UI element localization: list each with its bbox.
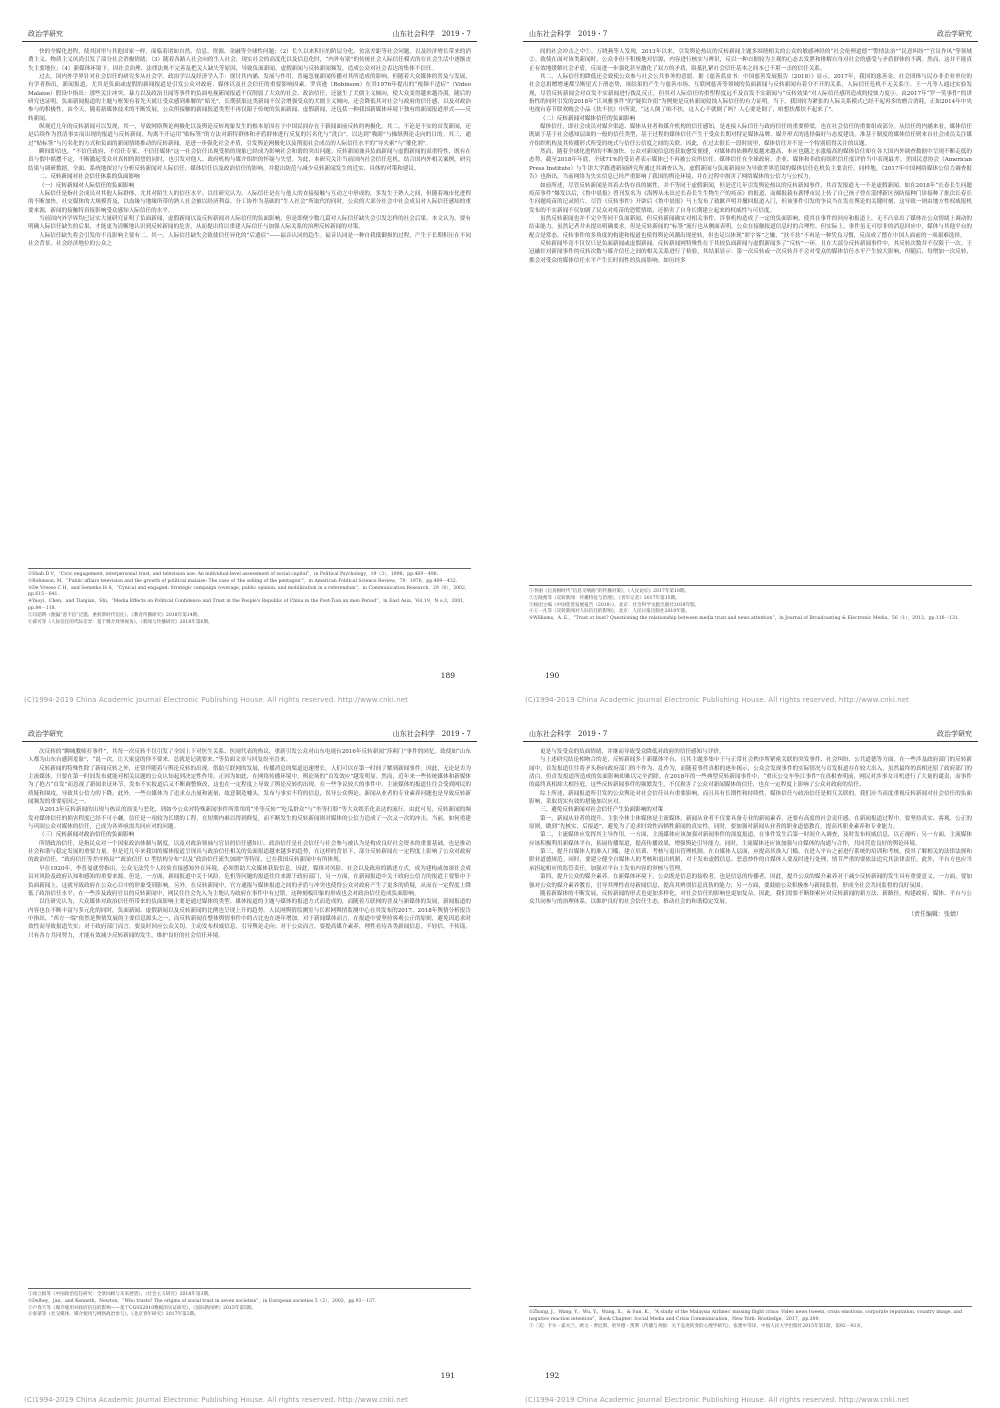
running-head (22, 730, 477, 742)
footnote: ④Yaoyi，Chen，and Tianjian，Shi，“Media Effects on Political Confidence and Trust in the People's Republic of China in the Post‐Tian an men Period”，in East Asia，Vol.19，N o.3，2001，pp.84－118. (28, 599, 468, 611)
footnotes (529, 585, 972, 623)
paragraph: 过去，国内外学界针对社会信任的研究多从社会学、政治学以及经济学入手：探讨其内涵、发展与作用，普遍忽视新闻传播对其所造成的影响。但随着大众媒体的普及与发展，有学者指出，新闻报道，尤其是负面或虚假的新闻报道是引发公众对政府、媒体以及社会信任的重要影响因素。罗宾逊（Robinson）在其1976年提出的“视频不适症”（Video Malaise）假设中指出：那些关注冲突、暴力以及政治丑闻等事件的负面电视新闻报道不仅削弱了大众的社会、政治信任，还滋生了犬儒主义倾向，使大众变得越来越冷漠。随后的研究也证明，负面新闻报道的主题与框架有着先天就让受众感到难解的“暗光”，长期获取这类新闻不仅会增强受众的犬儒主义倾向，还会降低其对社会与政府的信任感，以及对政治参与的积极性。由今天，随着新媒体技术的不断发展，公众所接触的新闻报道类型不再仅限于传统的负面新闻、虚假新闻，还包括一种我国新媒体环境下独有的新闻报道形式——反转新闻。 (28, 74, 471, 122)
paragraph: 第一，新闻从业者的提升。主张全体主体媒体是主流媒体，新闻从业者不仅要具备专业的新闻素养，还要有高度的社会责任感。在新闻报道过程中，要坚持真实、客观、公正的原则，做到“先核实，后报道”，避免为了追求时效性而牺牲新闻的真实性。同时，要加强对新闻从业者的职业道德教育，提高其职业素养和专业能力。 (529, 815, 972, 831)
paragraph: 间的社会冲击之中①。万晓燕等人发现，2013年以来，引发舆论热议的反转新闻主题多围绕相关的公众的敏感神经的“社会伦理道德”“警情法治”“民意纠纷”“官员作风”等领域②。致使在面对该类新闻时，公众非但不积极地对信源，内容进行核实与辨识，反以一种自据较为主观的心态去发泄和排解自身对社会的感受与矛盾群体的不满。然而，这并不能真正有效地缓解社会矛盾，反而进一步强化甚至激化了双方的矛盾，阻抵扎紧社会信任基本之间本已不堪一击的信任关系。 (529, 49, 972, 72)
footnote: ④王一凡等《反转新闻对人际信任的影响》，北京：人民日报出版社2018年版。 (529, 609, 690, 615)
body-text (523, 48, 978, 265)
footnotes (529, 1306, 972, 1330)
running-head-right: 山东社会科学 2019・7 (392, 30, 471, 38)
footnote: ①Zhang, J.，Wang, Y.，Wu, Y.，Wang, X.，& Sun, K.，“A study of the Malaysia Airlines' missing flight crisis: Video news tweets, crisis emotions, corporate reputation, country image, and negative reaction intention”，Book Chapter: Social Media and Crisis Communication，New York: Routledge，2017，pp.309. (529, 1310, 963, 1322)
paragraph: 第三，提升自媒体人的准入门槛，建立培训、考核与退出管理机制。在自媒体人层面，应提高其准入门槛，在进入平台之前进行系统的培训和考核，使其了解相关的法律法规和职业道德规范。同时，要建立健全自媒体人的考核和退出机制，对于发布虚假信息、恶意炒作的自媒体人要及时进行处理，情节严重的要依法追究其法律责任。此外，平台方也应当承担起相应的监管责任，加强对平台上发布内容的审核与管理。 (529, 849, 972, 872)
subsection-heading: （二）反转新闻对媒体信任的负面影响 (540, 115, 636, 122)
footnote: ②Robinson, M，“Public affairs television and the growth of political malaise: The case of 'the selling of the pentagon'”，in American Political Science Review，70：1976，pp.409－432. (28, 578, 458, 584)
copyright-notice: (C)1994-2019 China Academic Journal Electronic Publishing House. All rights reserved. http://www.cnki.net (24, 696, 409, 704)
paragraph: 所谓政治信任，是指民众对一个国家政治体制与制度，以及对政治领袖与官员的信任感知①。政治信任是社会信任与社会参与被认为是构成良好社会资本的重要基础，也是推动社会和谐与稳定发展的重要力量。但是近几年来我国的媒体报道呈现出与政治信任相关的负面报道越来越多的趋势，在这样的背景下，部分反转新闻在一定程度上影响了公众对政府的政治信任。“政府信任等差序格局”“政治信任 U 型结构分布”以及“政治信任流失加剧”等特征，已在我国反转新闻中有所体现。 (28, 840, 471, 864)
running-head (22, 30, 477, 42)
page-number: 190 (545, 671, 560, 680)
paragraph: 次反转的“聊城教师打事件”，其每一次反转不仅引发了全国上下对医生关系、医闹代表的热议，重新引发公众对山东电视台2016年反转新闻“莎莉门”事件的回忆。致使如“山东人都为山东台感到羞耻”，“说一次，让大家觉的你不要来，总就是记就要来。”等负面文章与回复纷至沓来。 (28, 749, 471, 764)
body-text (22, 48, 477, 248)
page-number: 191 (440, 1371, 455, 1380)
body-text (523, 748, 978, 919)
journal-page-192 (523, 730, 978, 1406)
subsection-heading: （一）反转新闻对人际信任的负面影响 (39, 182, 135, 189)
paragraph: 媒体信任，即社会成员对媒介渠道、媒体从业者和媒介机构的信任感知，是连接人际信任与政府信任的重要桥梁，也在社会信任的重要组成部分。从信任的内涵来看，媒体信任既属于基于社会感知层面的一般的信任类型，基于过程的媒体信任产生于受众长期对特定媒体品牌、媒介形式的选择偏好与态度建设。准基于制度的媒体信任则来自社会成员关注媒介组织机构及其传播形式所受的统式与信任公信度之间的关联。因此，在过去很长一段时间里，媒体信任并不是一个特别值得关注的议题。 (529, 124, 972, 147)
page-number: 192 (545, 1371, 560, 1380)
running-head-right: 政治学研究 (937, 30, 972, 38)
copyright-notice: (C)1994-2019 China Academic Journal Electronic Publishing House. All rights reserved. http://www.cnki.net (525, 696, 910, 704)
running-head-left: 政治学研究 (28, 730, 63, 738)
footnote: ②［美］卡尔・霍夫兰、欧文・贾尼斯、哈罗德・凯利《传播与劝服：关于态度转变的心理学研究》，张建中等译，中国人民大学出版社2015年第1版，第92－93页。 (529, 1323, 866, 1329)
paragraph: 早在1920年，李普曼就曾指出，公众无法凭个人经验直接感知外在环境，必须借助大众媒体获取信息。因此，媒体对风险、社会以及政府的描述方式，成为建构或加深社会成员对风险及政府认知和感知的重要来源。但是，一方面，新闻报道中关于风险、危机等问题的报道往往来源于政府部门，另一方面，在新闻报道中关于政府公信力的报道主要集中于负面新闻上，这就导致政府在公众心目中的形象受到影响。另外，在反转新闻中，官方通报与媒体报道之间的矛盾与冲突也使得公众对政府产生了更多的质疑，从而在一定程度上降低了政治信任水平。在一些涉及政府官员的反转新闻中，网民往往会先入为主地认为政府在事件中有过错，这种刻板印象的形成也会对政治信任造成负面影响。 (28, 865, 471, 897)
footnote: ②Delhey，Jan，and Kenneth，Newton，“Who trusts? The origins of social trust in seven societies”，in European societies 5（2），2003，pp.93－137. (28, 1298, 377, 1304)
subsection-heading: （三）反转新闻对政治信任的负面影响 (39, 832, 135, 839)
paragraph: 反转新闻毕竟不仅仅只是负面新闻或虚假新闻。反转新闻网特殊性在于其较负面新闻与虚假新闻多了“反转”一环，且在大部分反转新闻事件中，其反转次数并不仅限于一次。王冠融针对新闻事件的反转次数与媒介信任之间的相关关系进行了检验，其结果显示：第一次反转或一次反转并不会对受众的媒体信任水平产生较大影响，但随后，每增加一次反转，都会对受众的媒体信任水平产生长时间性的负面影响。如历经多 (529, 240, 972, 264)
section-heading: 三、避免反转新闻对社会信任产生负面影响的对策 (540, 807, 664, 814)
footnote: ⑥薛可等《人际信任的代际差异：基于媒介效果视角》，《新闻与传播研究》2018年第6期。 (28, 619, 213, 625)
paragraph: 快的全媒化进程，使其国里与其他国家一样，面临着诸如自然、信息、资源、金融等全球性问题；（2）长久以来积压的阶层分化、贫富差距等社会问题，以及经济增长带来的消费主义、物质主义风尚引发了部分社会消极情绪；（3）随着各路人社会向的生人社会，现实社会的高度化以及信息化时，“内外有别”的传统社会人际信任模式的在社会生活中逐渐丧失主要地位；（4）新媒体环境下，因社会治理、法律法规不完善及把关人缺失等原因，导致负面新闻、虚假新闻与反转新闻频发，造成公众对社会表达的集体不信任。 (28, 49, 471, 72)
footnote: ①徐立群等《中国政治信任研究：全景回顾与未来展望》，《社会主义研究》2018年第3期。 (28, 1292, 213, 1297)
section-heading: 二、反转新闻对社会信任体系的负面影响 (39, 174, 140, 181)
footnote: ⑤闫超明《跑偏”意不信“泛滥、重析新时代信任》，《教育传播研究》2018年第14期。 (28, 612, 202, 618)
running-head-left: 山东社会科学 2019・7 (529, 30, 608, 38)
paragraph: 第四，提升公众的媒介素养。在新媒体环境下，公众既是信息的接收者，也是信息的传播者。因此，提升公众的媒介素养对于减少反转新闻的发生具有重要意义。一方面，要加强对公众的媒介素养教育，引导其理性看待新闻信息，提高其辨别信息真伪的能力；另一方面，要鼓励公众积极参与新闻监督，形成全社会共同监督的良好氛围。 (529, 874, 972, 889)
journal-page-191 (22, 730, 477, 1406)
footnotes (28, 1288, 471, 1319)
footnote: ③卢春天等《媒介使用对政府信任的影响——基于CGSS2010数据的实证研究》，《国际新闻界》2015年第5期。 (28, 1305, 257, 1311)
footnote: ①Shah D V，“Civic engagement, interpersonal trust, and television use: An individual‐level assessment of social capital”，in Political Psychology，19（3），1998，pp.469－496. (28, 572, 439, 577)
paragraph: 反转新闻的特殊性除了新闻反转之外，还常伴随着与舆论反转的出现。借助互联网的发展，传播消息的渠道迅速增长，人们可以在第一时间了解到新闻事件。因此，无论是否为主流媒体，只要在第一时间发布就能对相关议题的公众认知起到决定性作用。正因为如此，在网络传播环境中，舆论场的“首发效应”越发明显。然而，近年来一些传统媒体和新媒体为了抢占“首发”而忽视了新闻求证环节，发布不实报道后又不断调整修改，这也在一定程度上导致了舆论反转的出现。在一些争议较大的事件中，主流媒体的报道往往会受到网民的质疑和围攻，导致其公信力的下降。此外，一些自媒体为了追求点击量和流量，故意制造噱头，发布与事实不符的信息，误导公众舆论。新闻从业者的专业素养问题也是导致反转新闻频发的重要原因之一。 (28, 765, 471, 806)
copyright-notice: (C)1994-2019 China Academic Journal Electronic Publishing House. All rights reserved. http://www.cnki.net (525, 1396, 910, 1404)
footnote: ⑤Williams，A. E.，“Trust or bust? Questioning the relationship between media trust and news attention”，in Journal of Broadcasting & Electronic Media，56（1），2012，pp.116－131. (529, 616, 960, 622)
paragraph: 人际信任是指社会成员对其他人际群体，尤其对陌生人的信任水平。以往研究认为，人际信任是在与他人的直接接触与互动之中形成的，多发生于熟人之间，但随着城市化进程的不断加快，社交媒体的大规模普及，以血缘与地缘所带的熟人社会被以经济利益、分工协作为基础的“生人社会”所取代的同时，公众的大部分社会中社会成员对人际信任感知的重要来源，新闻的接触特真接影响受众感知人际信任的水平。 (28, 190, 471, 214)
footnote: ①李丽《后真相时代“信息交响曲”的传播对策》，《人民论坛》2017年第10期。 (529, 589, 690, 594)
paragraph: 与上述研究结论相吻合的是，反转新闻多于新媒体平台，且其主题多集中于与正常社会秩序所紧密关联的突发事件、社会纠纷、公共道德等方面。在一些涉及政府部门的反转新闻中，首发报道往往将矛头指向政府部门的不作为、乱作为，而随着事件真相的逐步揭示，公众会发现事件的实际情况与首发报道存在较大出入。虽然最终的真相还原了政府部门的清白，但首发报道所造成的负面影响却难以完全消除。在2018年的一些典型反转新闻事件中，“重庆公交车坠江事件”在真相查明前，网民对涉事女司机进行了大量的谴责，而事件的最终真相却大相径庭。这些反转新闻事件的频繁发生，不仅损害了公众对新闻媒体的信任，也在一定程度上影响了公众对政府的信任。 (529, 757, 972, 789)
journal-page-190 (523, 30, 978, 706)
paragraph: 随着新媒体的不断发展，反转新闻的形式也更加多样化，对社会信任的影响也更加复杂。因此，我们需要不断探索应对反转新闻的新方法、新路径，构建政府、媒体、平台与公众共同参与的治理体系，以维护良好的社会信任生态，推动社会的和谐稳定发展。 (529, 890, 972, 906)
copyright-notice: (C)1994-2019 China Academic Journal Electronic Publishing House. All rights reserved. http://www.cnki.net (24, 1396, 409, 1404)
paragraph: 更是与发受众的负面情绪，并继而导致受众降低对政府的信任感知与评价。 (540, 749, 725, 755)
footnote: ④张蒙等《社交媒体、媒介使用与网络政治参与》，《北京青年研究》2017年第2期。 (28, 1312, 199, 1318)
footnote: ②万晓燕等《反转新闻：传播特征与治理》，《青年记者》2017年第15期。 (529, 595, 680, 601)
footnote: ③De Vreese C H，and Semetko H A，“Cynical and engaged: Strategic campaign coverage, public opinion, and mobilization in a referendum”，in Communication Research，29（6），2002，pp.615－641. (28, 585, 470, 598)
running-head-right: 政治学研究 (937, 730, 972, 738)
footnotes (28, 568, 471, 626)
paragraph: 虽然反转新闻也并不完全等同于负面新闻，但反转新闻确实对相关事件、涉事机构造成了一定的负面影响，使其在事件的回应和报道上，无不凸显出了媒体在公众情绪上调动的结束能力。虽然记者并未提出明确要求，但是反转新闻的“标签”流行也从侧面表明，公众在接触报道信息时的合理性。但实际上，事件虽无可厚非的消息回应中，媒体与其他平台的配合是常态。反转事件的多角度的构建和报道也使得舆论风潮出现逆转，但也足以体现“彩字客”之嫌，“扶不扶”不再是一种凭良习惯，反而成了摆在中国人面前的一项艰难选择。 (529, 215, 972, 239)
page-number: 189 (440, 671, 455, 680)
body-text (22, 748, 477, 940)
running-head (523, 30, 978, 42)
running-head-right: 山东社会科学 2019・7 (392, 730, 471, 738)
paragraph: 如前所述，尽管反转新闻是其着去伪存真的属性，并不等同于虚假新闻，但是近几年引发舆论热议的反转新闻事件，其首发报道无一不是虚假新闻。如在2018年“长春长生问题疫苗事件”爆发以后，《鲁中晨报》曾刊发名为《海博从未出过长春长生生物生产的疫苗》的报道，而邮报载有薪博市民上传了自己孩子曾在淄博新区预防接种门诊接种了批次长春长生问题疫苗的记录照片。尽管《反转事件》开辟后《鲁中晨报》马上发布了致歉声明并撤回报道入门，但该事件引发的争议当在发在舆论的关键时刻，这导致一则由地方性权威报机发布的不实新闻不仅加剧了民众对疫苗的恐慌情绪，还损害了自身长期建立起来的权威性与可信度。 (529, 182, 972, 214)
running-head-left: 山东社会科学 2019・7 (529, 730, 608, 738)
editor-credit: （责任编辑：张婧） (907, 910, 962, 918)
running-head (523, 730, 978, 742)
paragraph: 当前国内外学界均已证实大量研究证明了负面新闻、虚假新闻以及反转新闻对人际信任的负面影响，但是即便少数几篇对人际信任缺失会引发怎样的社会后果。本文认为，要有明确人际信任缺失的后果，才能更为清晰地认识到反转新闻的危害，从而提出将以重建人际信任与加强人际关系的治理反转新闻的对策。 (28, 215, 471, 231)
paragraph: 从2013年反转新闻的出现与热议的演变与恶化，到如今公众对特殊新闻事件所常用的“坐等反转”“吃瓜群众”与“坐等打脸”等大众娱乐化表达的流行。由此可见，反转新闻的频发对媒体信任的损害程度已经不可小觑。信任是一项较为长期的工程，在短期内难以得到修复，而不断发生的反转新闻则对媒体的公信力造成了一次又一次的冲击。当前，如何重建与巩固公众对媒体的信任，已成为各界亟需共同应对的问题。 (28, 807, 471, 831)
journal-page-189 (22, 30, 477, 706)
paragraph: 以往研究认为，大众媒体对政治信任所带来的负面影响主要是通过媒体的类型、媒体报道的主题与媒体的报道方式而造成的，而随着互联网的普及与新媒体的发展，新闻报道的内容也在不断丰富与多元化的同时，负面新闻、虚假新闻以及反转新闻的比例也呈现上升的趋势。人民网舆情监测室与长彩网舆情监测中心在其发布的2017、2018年舆情分析报告中指出，“西方一端”依然是舆情发展的主要信息源头之一，而反转新闻在整体舆情事件中的占比也在逐年增加。对于新闻媒体而言，在报道中要坚持客观公正的原则，避免因追求时效性而导致报道失实；对于政府部门而言，要及时回应公众关切，主动发布权威信息，引导舆论走向；对于公众而言，要提高媒介素养，理性看待各类新闻信息，不轻信、不传谣。只有各方共同努力，才能有效减少反转新闻的发生，维护良好的社会信任环境。 (28, 899, 471, 939)
paragraph: 然而，随着全球化进程的不断加快，公众对新闻信息的获取愈发便捷，对媒体的依赖程度越来越高，本应也随之水涨船高的媒体信任却在各大国内外调查数据中呈现不断走低的态势。截至2018年年底，全球71%的受访者表示媒体已不再被公众所信任。媒体信任在全球政府、企业、媒体和非政府组织信任度评价当中表现最差。美国民意协会（American Press Institute）与牛津大学路透新闻研究所通过其调查认为，虚假新闻与负面新闻应为导致世界范围的媒体信任危机负主要责任。同样地，《2017年中国网络媒体公信力调查报告》也指出，当前网络为失实信息已经严重影响了我国的舆论环境，并在过程中损害了网络媒体的公信力与公权力。 (529, 149, 972, 181)
paragraph: 其二，人际信任的降低还会致使公众参与社会公共事务的意愿。据《慈善蓝皮书：中国慈善发展报告（2018）》显示，2017年，我国的慈善金、社会团体与民办非企业单位的社会总捐赠增速都呈断崖式下滑态势，该结果的产生与慈善市场、互联网慈善等领域的负面新闻与反转新闻有着分不开的关系，人际信任危机不无关系③。王一凡等人通过实验发现，尽管反转新闻会对首发不实新闻进行拨乱反正，但其对人际信任的重塑程度远不及首发不实新闻与“反转效果”对人际信任感所造成的侵蚀力度④。由2017年“罗一笑事件”的讲指性的同时引发的2018年“江风雅事件”的“疑似诈捐”为例便是反转新闻侵蚀人际信任的有力证明。当下，我国较为紧张的人际关系模式已经不起再多的磨合消耗。正如2014年中央电视台春节联欢晚会小品《扶不扶》中所说，“这人倒了咱不扶，这人心不就倒了吗？人心要是倒了，咱想扶都扶不起来了”。 (529, 74, 972, 114)
footnote: ③杨团主编《中国慈善发展报告（2018）》，北京：社会科学文献出版社2018年版。 (529, 602, 700, 608)
paragraph: 综上所述，新闻报道所引发的公众舆论对社会信任具有重要影响，而且具有长期性和持续性，媒体信任与政治信任是相互关联的。我们应当高度重视反转新闻对社会信任的负面影响，采取切实有效的措施加以应对。 (529, 790, 972, 806)
paragraph: 瞬间即信也，“不信任政府，不信任专家，不信任媒体”这一社会信任出现受损的现象已经成为影响社会和谐的突出问题。反转新闻兼具负面新闻与虚假新闻的双重特性，既有在真与假中摇摆不定，不断激起受众对真相的渴望的同时，也引发对他人、政府机构与媒介组织的怀疑与失望。为此，本研究关注当前国内社会信任危机，结合国内外相关案例，研究结果与调研数据，全面、系统地探讨与分析反转新闻对人际信任、媒体信任以及政治信任的影响，并提出防范与减少反转新闻发生的近实、具体的对策和建议。 (28, 149, 471, 172)
paragraph: 纵观近几年的反转新闻可以发现，其一，导致网络舆论两极化以及舆论反转现象发生的根本原因在于中国民间存在于新闻面前反转的两极化。其二，不论是不实的首发新闻，还是后续作为澄清事实而出现的报道与反转新闻，均离不开运用“贴标签”的方法对新特群体和矛盾群体进行反复的污名化与“洗白”，以达到“吸睛”与操纵舆论走向的目的。其三，通过“贴标签”与污名化的方式和负面的新闻情绪推动的反转新闻，是进一步强化社会矛盾，引发舆论两极化以及削弱社会成员的人际信任水平的“导火索”与“催化剂”。 (28, 124, 471, 147)
paragraph: 第二，主流媒体应发挥其主导作用。一方面，主流媒体应该加强对新闻事件的深度报道，在事件发生后第一时间介入调查，及时发布权威信息，以正视听；另一方面，主流媒体应该积极利用新媒体平台，拓展传播渠道，提高传播效果，增强舆论引导能力。同时，主流媒体还应该加强与自媒体的沟通与合作，共同营造良好的舆论环境。 (529, 832, 972, 847)
running-head-left: 政治学研究 (28, 30, 63, 38)
paragraph: 人际信任缺失将会引发的不良影响主要有二。其一，人际信任缺失会致使信任异化的“后遗症”——福音认同的趋生。福音认同是一种自我抵御损的过程，产生于长期积压在不同社会背景，社会经济地位的公众之 (28, 232, 471, 247)
